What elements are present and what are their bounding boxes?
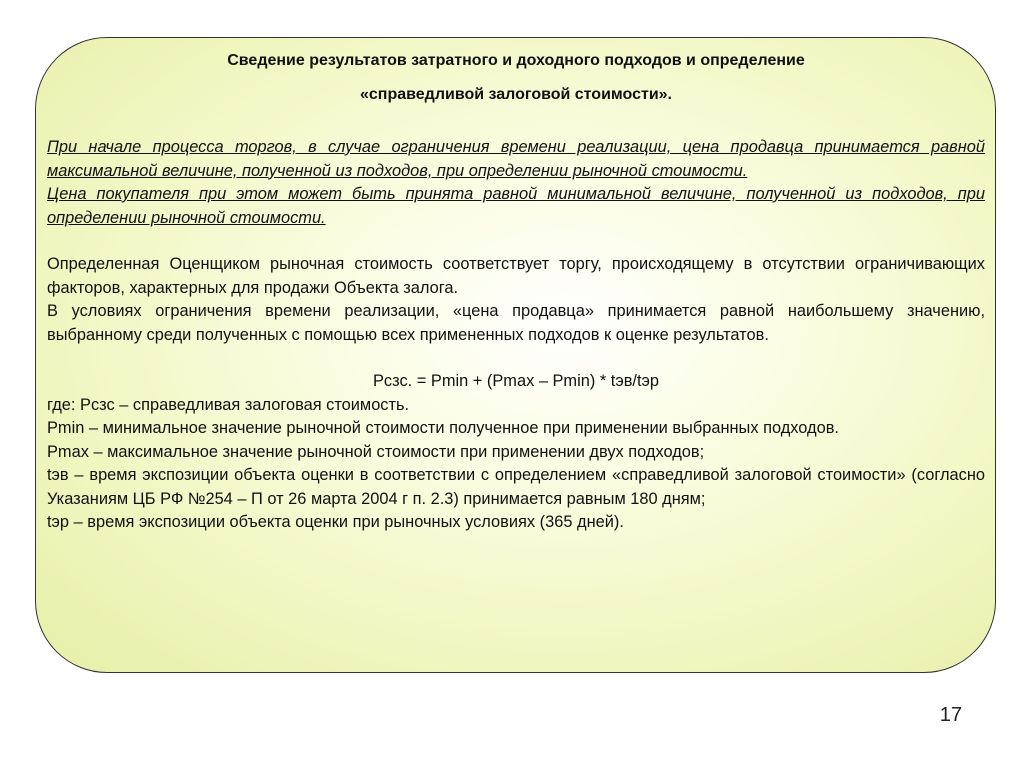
time-limit-paragraph: В условиях ограничения времени реализации, «цена продавца» принимается равной наибольшему значению, выбранному среди полученных с помощью всех примененных подходов к оценке результатов. <box>47 302 985 344</box>
market-value-paragraph: Определенная Оценщиком рыночная стоимость соответствует торгу, происходящему в отсутствии ограничивающих факторов, характерных для продажи Объекта залога. <box>47 255 985 297</box>
content-panel <box>35 37 996 673</box>
panel-content <box>47 51 985 535</box>
definition-pcsz: где: Рсзс – справедливая залоговая стоимость. <box>47 395 410 414</box>
spacer <box>47 347 985 370</box>
definition-pmax: Рmax – максимальное значение рыночной стоимости при применении двух подходов; <box>47 442 705 461</box>
spacer <box>47 104 985 136</box>
slide-title-line2: «справедливой залоговой стоимости». <box>360 86 672 103</box>
definition-ter: tэр – время экспозиции объекта оценки при рыночных условиях (365 дней). <box>47 513 624 531</box>
seller-price-paragraph: При начале процесса торгов, в случае ограничения времени реализации, цена продавца принимается равной максимальной величине, полученной из подходов, при определении рыночной стоимости. <box>47 138 985 180</box>
slide-title-line1: Сведение результатов затратного и доходного подходов и определение <box>227 52 805 69</box>
definition-tev: tэв – время экспозиции объекта оценки в соответствии с определением «справедливой залоговой стоимости» (согласно Указаниям ЦБ РФ №254 – П от 26 марта 2004 г п. 2.3) принимается равным 180 дням; <box>47 466 985 508</box>
spacer <box>47 230 985 253</box>
page-number: 17 <box>939 704 962 726</box>
definition-pmin: Рmin – минимальное значение рыночной стоимости полученное при применении выбранных подходов. <box>47 419 839 437</box>
buyer-price-paragraph: Цена покупателя при этом может быть принята равной минимальной величине, полученной из подходов, при определении рыночной стоимости. <box>47 185 985 227</box>
formula: Рсзс. = Рmin + (Рmax – Рmin) * tэв/tэр <box>373 372 659 390</box>
